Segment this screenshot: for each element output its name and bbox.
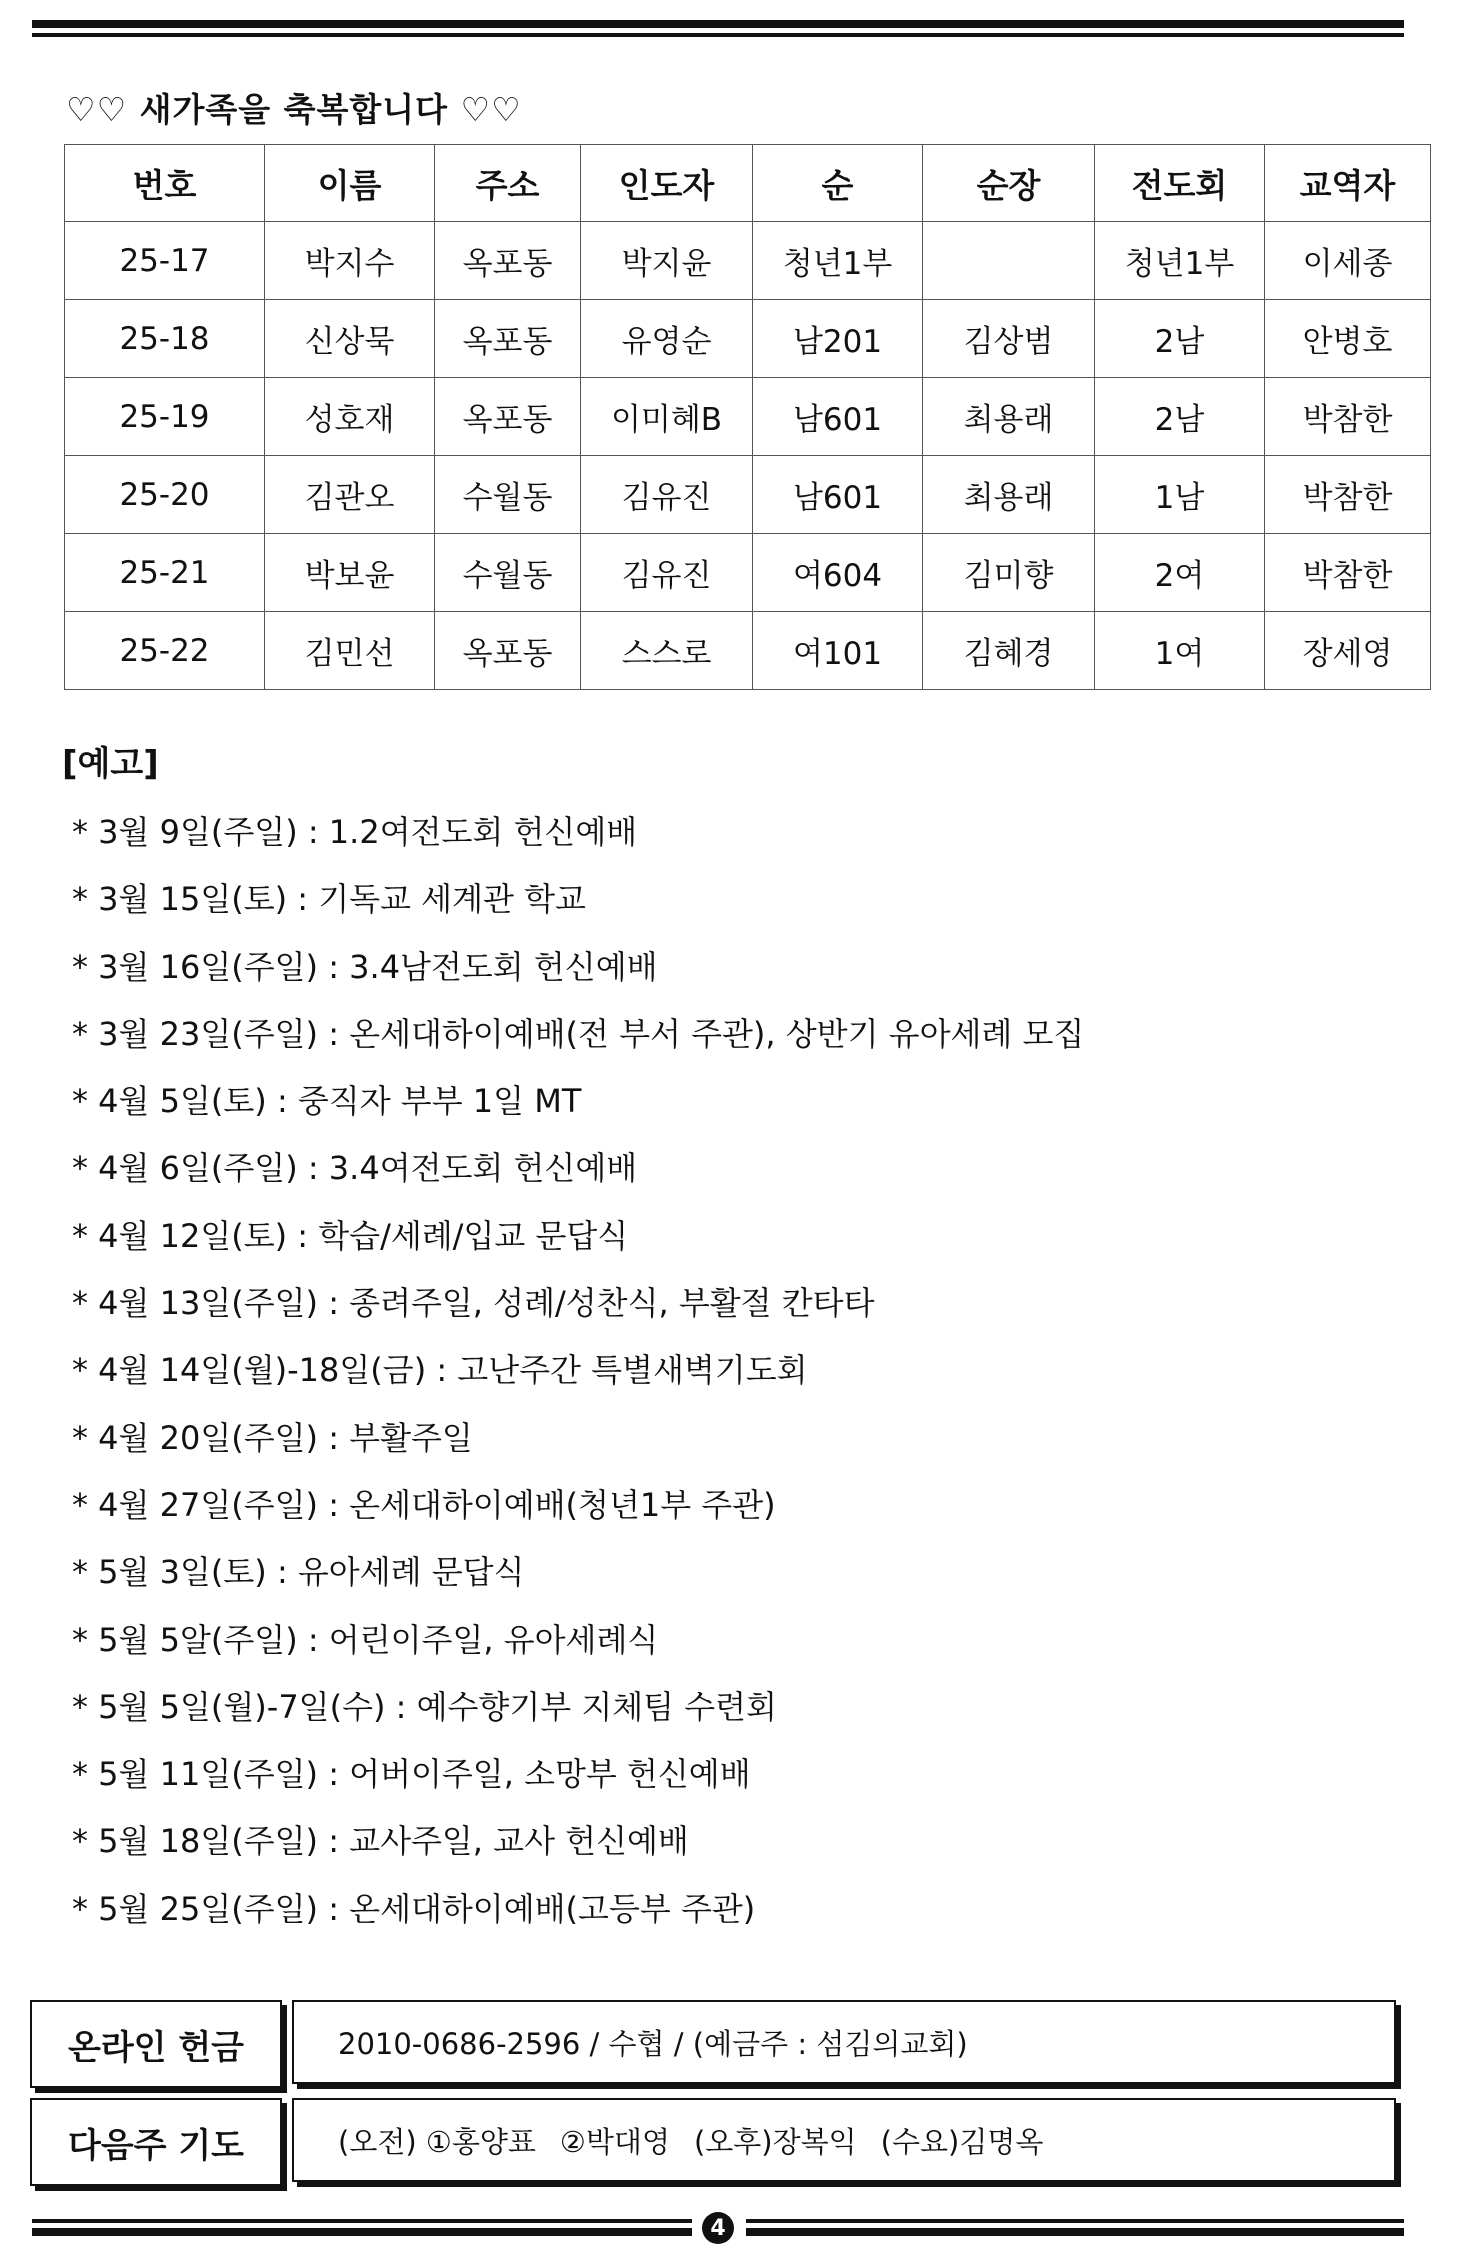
cell-name: 신상묵: [265, 300, 435, 378]
cell-group-leader: 최용래: [923, 378, 1095, 456]
notice-item: * 4월 14일(월)-18일(금) : 고난주간 특별새벽기도회: [72, 1351, 808, 1390]
prayer-morning-1: (오전) ①홍양표: [338, 2124, 536, 2159]
cell-group: 여604: [753, 534, 923, 612]
notice-item: * 5월 25일(주일) : 온세대하이예배(고등부 주관): [72, 1889, 756, 1928]
cell-name: 김민선: [265, 612, 435, 690]
cell-name: 박지수: [265, 222, 435, 300]
cell-number: 25-21: [65, 534, 265, 612]
table-row: [65, 222, 1431, 300]
top-rule-thin: [32, 33, 1404, 37]
header-name: 이름: [265, 145, 435, 222]
cell-guide: 스스로: [581, 612, 753, 690]
header-number: 번호: [65, 145, 265, 222]
table-row: [65, 534, 1431, 612]
cell-name: 김관오: [265, 456, 435, 534]
cell-mission-society: 1남: [1095, 456, 1265, 534]
cell-group-leader: [923, 222, 1095, 300]
bottom-rule-left-thin: [32, 2219, 692, 2223]
bottom-rule-left-thick: [32, 2228, 692, 2236]
cell-group: 청년1부: [753, 222, 923, 300]
cell-number: 25-18: [65, 300, 265, 378]
cell-pastor: 이세종: [1265, 222, 1431, 300]
cell-group-leader: 김상범: [923, 300, 1095, 378]
notice-item: * 5월 11일(주일) : 어버이주일, 소망부 헌신예배: [72, 1755, 751, 1794]
notice-item: * 4월 20일(주일) : 부활주일: [72, 1418, 473, 1457]
top-rule-thick: [32, 20, 1404, 28]
table-header-row: [65, 145, 1431, 222]
cell-pastor: 박참한: [1265, 378, 1431, 456]
page-number: 4: [702, 2212, 734, 2244]
cell-address: 옥포동: [435, 612, 581, 690]
cell-address: 옥포동: [435, 300, 581, 378]
cell-address: 수월동: [435, 534, 581, 612]
notice-item: * 4월 5일(토) : 중직자 부부 1일 MT: [72, 1082, 582, 1121]
cell-mission-society: 청년1부: [1095, 222, 1265, 300]
cell-pastor: 박참한: [1265, 456, 1431, 534]
notice-item: * 3월 9일(주일) : 1.2여전도회 헌신예배: [72, 813, 638, 851]
notice-item: * 5월 18일(주일) : 교사주일, 교사 헌신예배: [72, 1822, 689, 1861]
table-row: [65, 378, 1431, 456]
next-week-prayer-label: 다음주 기도: [30, 2098, 282, 2186]
cell-group-leader: 김혜경: [923, 612, 1095, 690]
cell-guide: 유영순: [581, 300, 753, 378]
cell-group: 남601: [753, 456, 923, 534]
cell-address: 옥포동: [435, 222, 581, 300]
cell-number: 25-22: [65, 612, 265, 690]
cell-address: 수월동: [435, 456, 581, 534]
cell-mission-society: 2여: [1095, 534, 1265, 612]
cell-number: 25-17: [65, 222, 265, 300]
bottom-rule-right-thick: [746, 2228, 1404, 2236]
cell-group-leader: 최용래: [923, 456, 1095, 534]
bottom-rule-right-thin: [746, 2219, 1404, 2223]
notice-item: * 3월 15일(토) : 기독교 세계관 학교: [72, 880, 586, 919]
prayer-morning-2: ②박대영: [559, 2124, 670, 2159]
cell-mission-society: 1여: [1095, 612, 1265, 690]
online-offering-label: 온라인 헌금: [30, 2000, 282, 2088]
header-group-leader: 순장: [923, 145, 1095, 222]
cell-guide: 김유진: [581, 534, 753, 612]
notice-item: * 4월 13일(주일) : 종려주일, 성례/성찬식, 부활절 칸타타: [72, 1284, 875, 1323]
header-pastor: 교역자: [1265, 145, 1431, 222]
header-group: 순: [753, 145, 923, 222]
cell-group: 남201: [753, 300, 923, 378]
next-week-prayer-list: [292, 2098, 1396, 2182]
table-row: [65, 300, 1431, 378]
notice-item: * 4월 6일(주일) : 3.4여전도회 헌신예배: [72, 1149, 638, 1188]
cell-mission-society: 2남: [1095, 300, 1265, 378]
notice-item: * 4월 27일(주일) : 온세대하이예배(청년1부 주관): [72, 1485, 776, 1524]
notice-item: * 4월 12일(토) : 학습/세례/입교 문답식: [72, 1216, 629, 1255]
cell-mission-society: 2남: [1095, 378, 1265, 456]
cell-pastor: 안병호: [1265, 300, 1431, 378]
newcomers-table: [64, 144, 1431, 690]
cell-number: 25-20: [65, 456, 265, 534]
notice-item: * 3월 23일(주일) : 온세대하이예배(전 부서 주관), 상반기 유아세례 모집: [72, 1014, 1085, 1053]
notices-title: [예고]: [62, 744, 159, 784]
prayer-afternoon: (오후)장복익: [693, 2124, 857, 2159]
cell-group: 여101: [753, 612, 923, 690]
cell-group: 남601: [753, 378, 923, 456]
notice-item: * 5월 5알(주일) : 어린이주일, 유아세례식: [72, 1620, 659, 1659]
table-row: [65, 456, 1431, 534]
cell-name: 성호재: [265, 378, 435, 456]
notice-item: * 5월 3일(토) : 유아세례 문답식: [72, 1553, 525, 1592]
online-offering-account: 2010-0686-2596 / 수협 / (예금주 : 섬김의교회): [292, 2000, 1396, 2084]
cell-pastor: 장세영: [1265, 612, 1431, 690]
prayer-wednesday: (수요)김명옥: [880, 2124, 1044, 2159]
newcomers-title: ♡♡ 새가족을 축복합니다 ♡♡: [66, 90, 522, 129]
cell-guide: 김유진: [581, 456, 753, 534]
header-mission-society: 전도회: [1095, 145, 1265, 222]
cell-guide: 이미혜B: [581, 378, 753, 456]
notices-list: [72, 806, 1084, 1950]
header-address: 주소: [435, 145, 581, 222]
cell-guide: 박지윤: [581, 222, 753, 300]
cell-address: 옥포동: [435, 378, 581, 456]
notice-item: * 5월 5일(월)-7일(수) : 예수향기부 지체팀 수련회: [72, 1687, 777, 1726]
cell-pastor: 박참한: [1265, 534, 1431, 612]
cell-group-leader: 김미향: [923, 534, 1095, 612]
table-row: [65, 612, 1431, 690]
notice-item: * 3월 16일(주일) : 3.4남전도회 헌신예배: [72, 947, 658, 986]
header-guide: 인도자: [581, 145, 753, 222]
cell-name: 박보윤: [265, 534, 435, 612]
cell-number: 25-19: [65, 378, 265, 456]
